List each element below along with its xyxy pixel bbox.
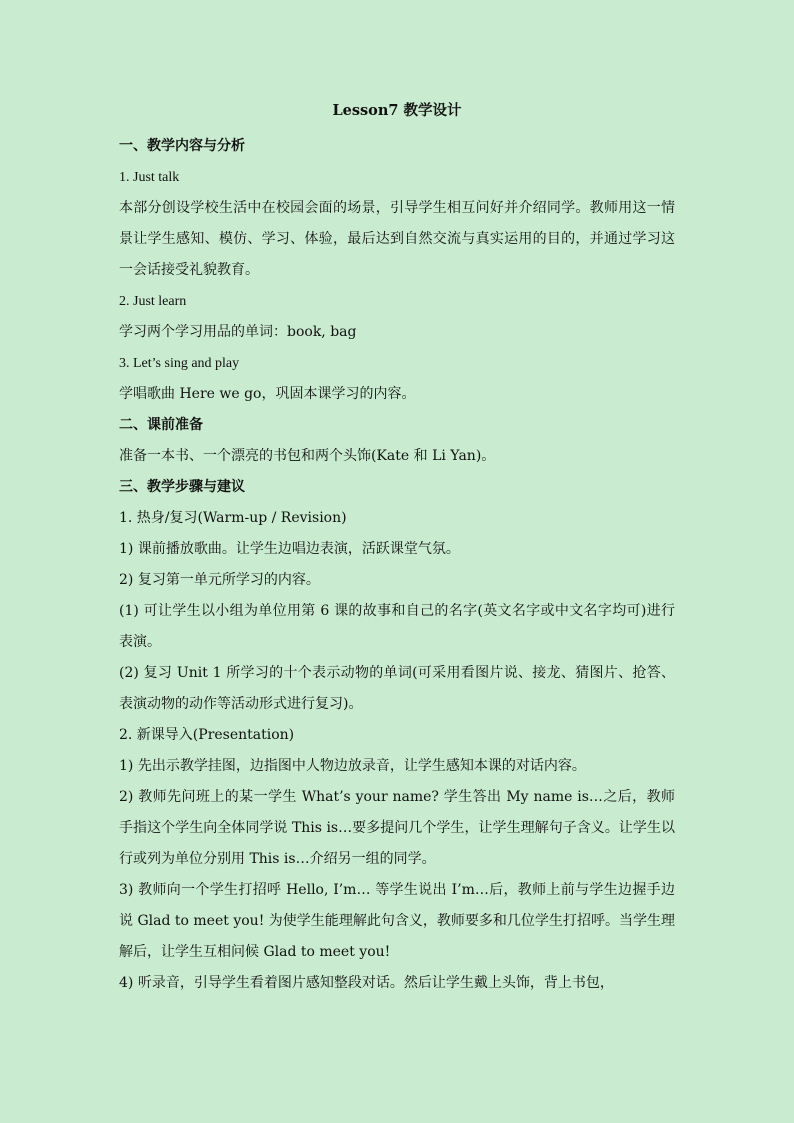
paragraph-line: 1) 课前播放歌曲。让学生边唱边表演，活跃课堂气氛。 [119,541,460,557]
paragraph: 2) 教师先问班上的某一学生 What’s your name? 学生答出 My name is…之后，教师手指这个学生向全体同学说 This is…要多提问几个学生，让学生理解句子含义。让学生以行或列为单位分别用 This is…介绍另一组的同学。 [119,789,675,867]
paragraph-line: 3. Let’s sing and play [119,356,240,371]
document-title: Lesson7 教学设计 [332,102,462,119]
paragraph: (2) 复习 Unit 1 所学习的十个表示动物的单词(可采用看图片说、接龙、猜图片、抢答、表演动物的动作等活动形式进行复习)。 [119,665,675,712]
section-heading-content-analysis: 一、教学内容与分析 [119,138,245,154]
section-heading-preparation: 二、课前准备 [119,417,203,433]
paragraph-line: 1. Just talk [119,170,180,185]
paragraph-line: 学习两个学习用品的单词：book, bag [119,324,357,340]
paragraph: (1) 可让学生以小组为单位用第 6 课的故事和自己的名字(英文名字或中文名字均可)进行表演。 [119,603,675,650]
paragraph-line: 1) 先出示教学挂图，边指图中人物边放录音，让学生感知本课的对话内容。 [119,758,586,774]
paragraph: 本部分创设学校生活中在校园会面的场景，引导学生相互问好并介绍同学。教师用这一情景让学生感知、模仿、学习、体验，最后达到自然交流与真实运用的目的，并通过学习这一会话接受礼貌教育。 [119,200,675,278]
paragraph-line: 4) 听录音，引导学生看着图片感知整段对话。然后让学生戴上头饰，背上书包， [119,975,614,991]
paragraph-line: 1. 热身/复习(Warm-up / Revision) [119,510,347,526]
paragraph-line: 2. Just learn [119,294,187,309]
paragraph-line: 学唱歌曲 Here we go，巩固本课学习的内容。 [119,386,416,402]
section-heading-steps: 三、教学步骤与建议 [119,479,245,495]
document-page [119,100,675,999]
paragraph: 3) 教师向一个学生打招呼 Hello, I’m… 等学生说出 I’m…后，教师上前与学生边握手边说 Glad to meet you! 为使学生能理解此句含义，教师要多和几位学生打招呼。当学生理解后，让学生互相问候 Glad to meet you! [119,882,675,960]
paragraph-line: 2) 复习第一单元所学习的内容。 [119,572,320,588]
paragraph-line: 2. 新课导入(Presentation) [119,727,295,743]
paragraph-line: 准备一本书、一个漂亮的书包和两个头饰(Kate 和 Li Yan)。 [119,448,496,464]
